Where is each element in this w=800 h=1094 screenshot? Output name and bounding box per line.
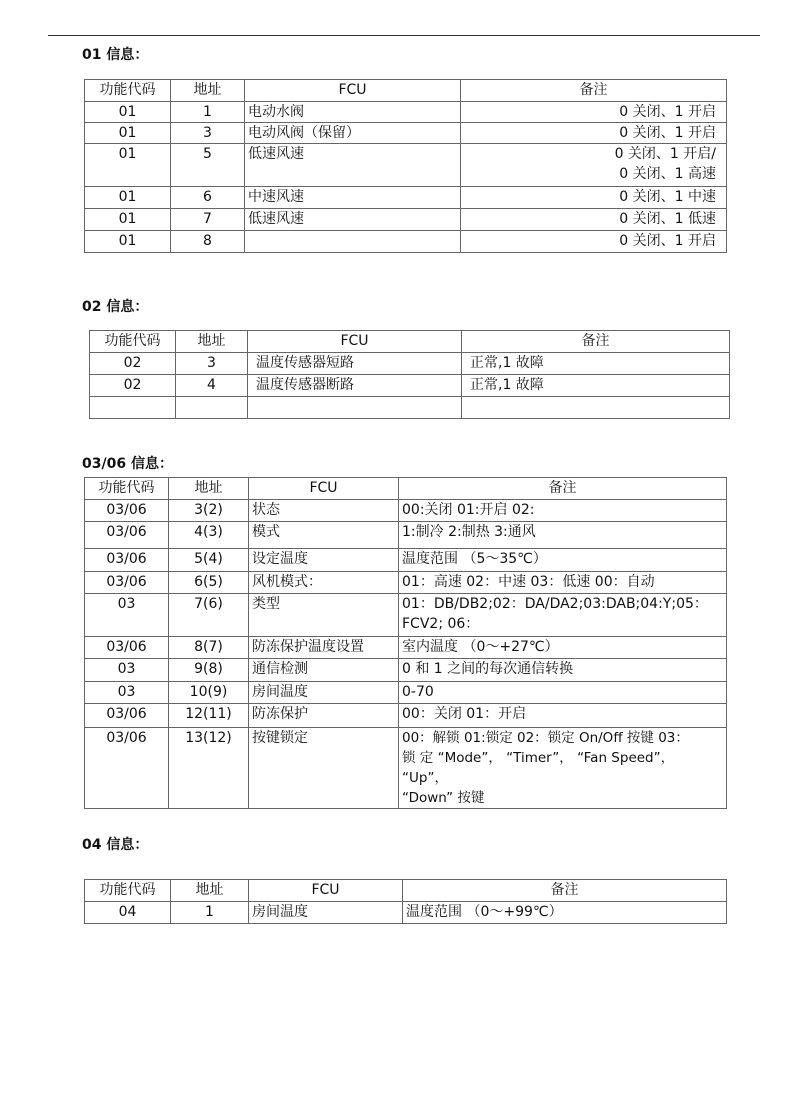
header-function-code: 功能代码 [85,478,169,500]
header-remark: 备注 [461,80,727,102]
header-fcu: FCU [248,331,462,353]
table-row [90,375,730,397]
cell-function-code: 02 [90,375,176,397]
cell-fcu: 风机模式： [249,572,399,594]
cell-remark: 00：解锁 01:锁定 02：锁定 On/Off 按键 03： 锁 定 “Mode”， “Timer”， “Fan Speed”， “Up”， “Down” 按键 [399,728,727,809]
cell-remark: 0 关闭、1 低速 [461,209,727,231]
cell-function-code: 01 [85,231,171,253]
table-row [85,902,727,924]
cell-fcu: 电动水阀 [245,102,461,123]
table-01 [84,79,727,253]
cell-function-code: 03/06 [85,704,169,728]
cell-function-code: 01 [85,123,171,144]
header-address: 地址 [171,880,249,902]
cell-remark: 00:关闭 01:开启 02: [399,500,727,522]
table-row [85,572,727,594]
table-header-row [85,80,727,102]
table-row [85,637,727,659]
cell-function-code: 01 [85,144,171,187]
cell-address: 4 [176,375,248,397]
cell-fcu: 电动风阀（保留） [245,123,461,144]
cell-function-code: 03 [85,682,169,704]
top-rule [48,35,760,36]
cell-remark: 1:制冷 2:制热 3:通风 [399,522,727,549]
cell-fcu: 房间温度 [249,902,403,924]
cell-fcu: 低速风速 [245,209,461,231]
table-row [85,144,727,187]
section-title-0306: 03/06 信息： [82,456,173,472]
cell-remark: 0-70 [399,682,727,704]
cell-address: 8 [171,231,245,253]
header-function-code: 功能代码 [85,880,171,902]
cell-address: 3(2) [169,500,249,522]
cell-address: 6 [171,187,245,209]
cell-function-code: 03/06 [85,637,169,659]
cell-remark: 0 和 1 之间的每次通信转换 [399,659,727,682]
cell-address: 3 [176,353,248,375]
header-remark: 备注 [462,331,730,353]
cell-function-code: 01 [85,102,171,123]
header-remark: 备注 [399,478,727,500]
cell-fcu [248,397,462,419]
cell-remark: 00：关闭 01：开启 [399,704,727,728]
table-row [90,397,730,419]
cell-function-code: 03/06 [85,500,169,522]
section-title-04: 04 信息： [82,837,149,853]
cell-address: 1 [171,902,249,924]
header-remark: 备注 [403,880,727,902]
cell-fcu: 通信检测 [249,659,399,682]
table-row [85,102,727,123]
cell-fcu: 防冻保护 [249,704,399,728]
table-row [85,231,727,253]
cell-remark [462,397,730,419]
cell-fcu: 按键锁定 [249,728,399,809]
cell-address: 9(8) [169,659,249,682]
cell-address: 5 [171,144,245,187]
table-04 [84,879,727,924]
table-row [85,594,727,637]
cell-remark: 01：高速 02：中速 03：低速 00：自动 [399,572,727,594]
cell-address [176,397,248,419]
cell-fcu: 温度传感器断路 [248,375,462,397]
table-row [85,549,727,572]
cell-address: 8(7) [169,637,249,659]
header-address: 地址 [169,478,249,500]
cell-address: 7 [171,209,245,231]
cell-remark: 正常,1 故障 [462,375,730,397]
table-header-row [85,478,727,500]
table-row [85,123,727,144]
cell-address: 7(6) [169,594,249,637]
cell-fcu [245,231,461,253]
cell-function-code: 01 [85,209,171,231]
table-row [85,522,727,549]
section-title-02: 02 信息： [82,299,149,315]
cell-remark: 正常,1 故障 [462,353,730,375]
cell-fcu: 中速风速 [245,187,461,209]
table-row [90,353,730,375]
cell-fcu: 设定温度 [249,549,399,572]
header-fcu: FCU [245,80,461,102]
cell-remark: 0 关闭、1 开启 [461,231,727,253]
cell-function-code: 02 [90,353,176,375]
cell-remark: 温度范围 （5～35℃） [399,549,727,572]
table-row [85,209,727,231]
table-02 [89,330,730,419]
header-address: 地址 [171,80,245,102]
cell-address: 6(5) [169,572,249,594]
cell-fcu: 防冻保护温度设置 [249,637,399,659]
cell-remark: 01：DB/DB2;02：DA/DA2;03:DAB;04:Y;05： FCV2; 06： [399,594,727,637]
cell-remark: 室内温度 （0～+27℃） [399,637,727,659]
cell-fcu: 低速风速 [245,144,461,187]
cell-address: 12(11) [169,704,249,728]
table-row [85,659,727,682]
cell-function-code: 01 [85,187,171,209]
cell-function-code: 03 [85,594,169,637]
cell-function-code: 04 [85,902,171,924]
table-row [85,500,727,522]
cell-function-code: 03/06 [85,549,169,572]
header-function-code: 功能代码 [90,331,176,353]
table-row [85,682,727,704]
cell-address: 13(12) [169,728,249,809]
header-function-code: 功能代码 [85,80,171,102]
table-header-row [85,880,727,902]
cell-function-code: 03/06 [85,572,169,594]
cell-remark: 0 关闭、1 开启/ 0 关闭、1 高速 [461,144,727,187]
cell-remark: 温度范围 （0～+99℃） [403,902,727,924]
cell-function-code: 03/06 [85,522,169,549]
cell-fcu: 类型 [249,594,399,637]
header-fcu: FCU [249,478,399,500]
table-row [85,187,727,209]
cell-address: 5(4) [169,549,249,572]
cell-function-code: 03/06 [85,728,169,809]
cell-address: 3 [171,123,245,144]
cell-fcu: 模式 [249,522,399,549]
cell-remark: 0 关闭、1 中速 [461,187,727,209]
table-row [85,704,727,728]
table-row [85,728,727,809]
cell-remark: 0 关闭、1 开启 [461,102,727,123]
cell-address: 1 [171,102,245,123]
table-header-row [90,331,730,353]
cell-fcu: 温度传感器短路 [248,353,462,375]
cell-function-code [90,397,176,419]
table-0306 [84,477,727,809]
cell-remark: 0 关闭、1 开启 [461,123,727,144]
header-fcu: FCU [249,880,403,902]
cell-fcu: 房间温度 [249,682,399,704]
header-address: 地址 [176,331,248,353]
cell-address: 10(9) [169,682,249,704]
cell-fcu: 状态 [249,500,399,522]
section-title-01: 01 信息： [82,47,149,63]
cell-function-code: 03 [85,659,169,682]
cell-address: 4(3) [169,522,249,549]
